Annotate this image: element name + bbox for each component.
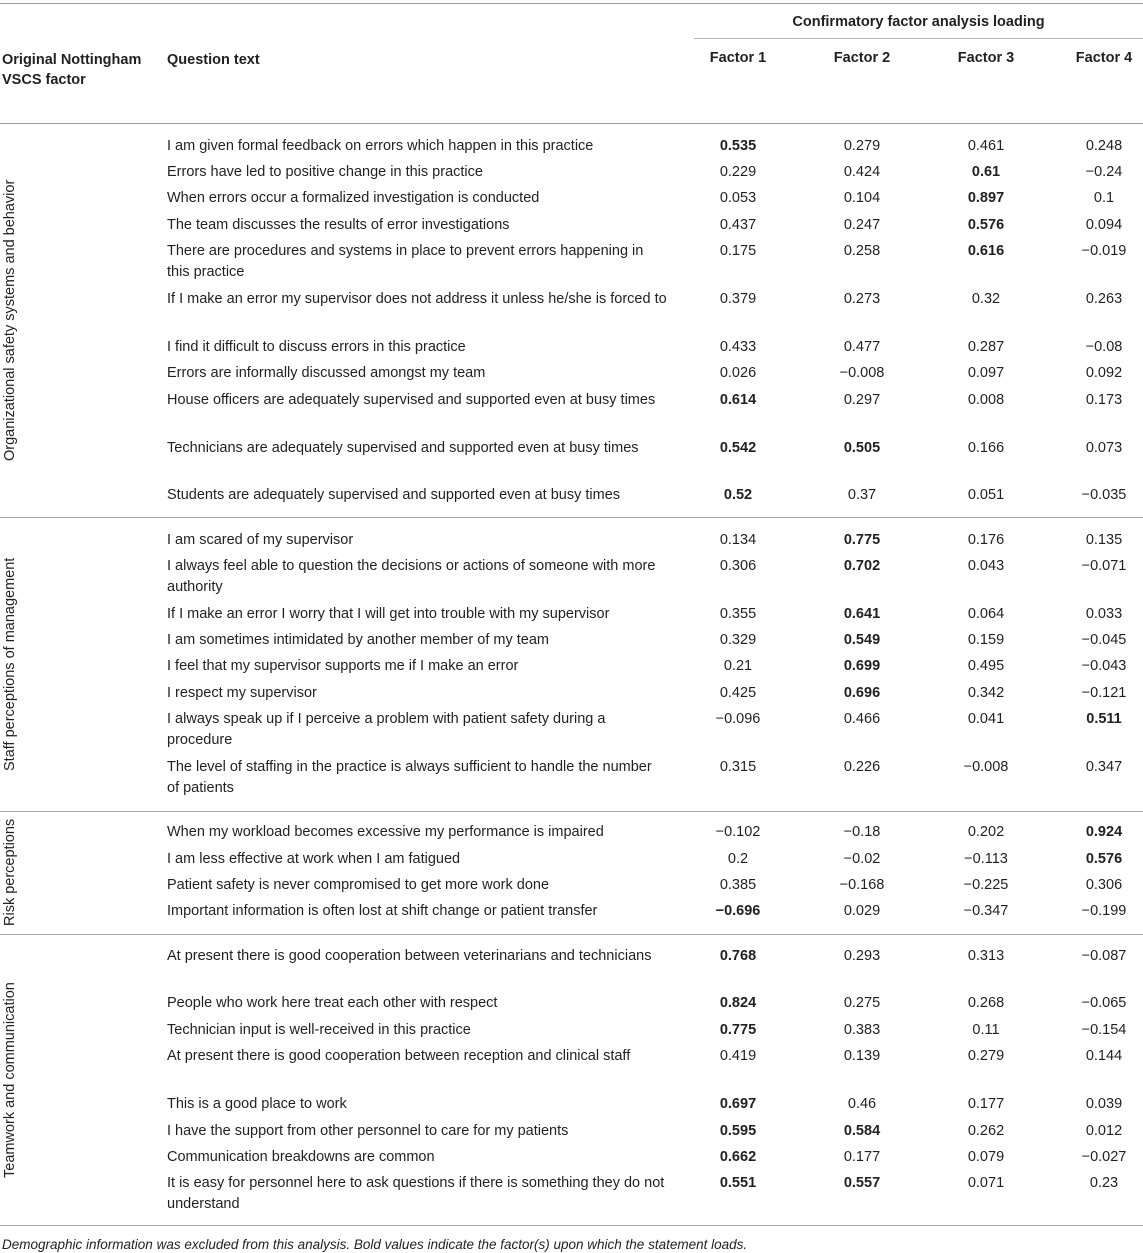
loading-factor-2: 0.226: [843, 759, 881, 775]
loading-factor-1: 0.52: [723, 487, 753, 503]
loading-factor-1: 0.329: [719, 632, 757, 648]
loading-factor-2: 0.505: [843, 440, 881, 456]
loading-factor-3: −0.008: [963, 759, 1009, 775]
loading-factor-4: −0.199: [1081, 903, 1127, 919]
loading-factor-2: 0.177: [843, 1149, 881, 1165]
question-text: I am less effective at work when I am fatigued: [167, 851, 461, 867]
loading-factor-3: 0.097: [967, 365, 1005, 381]
loading-factor-2: 0.247: [843, 217, 881, 233]
loading-factor-1: 0.535: [719, 138, 757, 154]
loading-factor-1: 0.229: [719, 164, 757, 180]
loading-factor-4: −0.08: [1085, 339, 1123, 355]
loading-factor-3: 0.61: [971, 164, 1001, 180]
question-text: I find it difficult to discuss errors in this practice: [167, 339, 466, 355]
loading-factor-3: 0.176: [967, 532, 1005, 548]
loading-factor-3: 0.166: [967, 440, 1005, 456]
top-rule: [0, 3, 1143, 4]
loading-factor-2: 0.275: [843, 995, 881, 1011]
question-text: When my workload becomes excessive my performance is impaired: [167, 824, 604, 840]
question-text-header: Question text: [167, 52, 260, 68]
question-text: Errors have led to positive change in this practice: [167, 164, 483, 180]
loading-factor-4: −0.027: [1081, 1149, 1127, 1165]
loading-factor-2: 0.139: [843, 1048, 881, 1064]
loading-factor-4: −0.065: [1081, 995, 1127, 1011]
loading-factor-3: 0.32: [971, 291, 1001, 307]
loading-factor-1: −0.696: [715, 903, 761, 919]
loading-factor-2: 0.297: [843, 392, 881, 408]
loading-factor-4: −0.121: [1081, 685, 1127, 701]
loading-factor-4: 0.092: [1085, 365, 1123, 381]
loading-factor-4: −0.043: [1081, 658, 1127, 674]
group-rule: [0, 934, 1143, 935]
loading-factor-4: −0.071: [1081, 558, 1127, 574]
loading-factor-1: 0.662: [719, 1149, 757, 1165]
original-factor-header: Original Nottingham VSCS factor: [2, 52, 142, 88]
loading-factor-3: 0.287: [967, 339, 1005, 355]
question-text: Communication breakdowns are common: [167, 1149, 435, 1165]
loading-factor-1: 0.175: [719, 243, 757, 259]
loading-factor-4: 0.1: [1093, 190, 1115, 206]
loading-factor-4: −0.035: [1081, 487, 1127, 503]
question-text: I respect my supervisor: [167, 685, 317, 701]
loading-factor-3: 0.159: [967, 632, 1005, 648]
loading-factor-3: 0.071: [967, 1175, 1005, 1191]
question-text: Technicians are adequately supervised and supported even at busy times: [167, 440, 639, 456]
loading-factor-1: 0.419: [719, 1048, 757, 1064]
loading-factor-4: −0.154: [1081, 1022, 1127, 1038]
loading-factor-3: 0.11: [972, 1022, 1000, 1038]
loading-factor-1: 0.306: [719, 558, 757, 574]
loading-factor-4: 0.576: [1085, 851, 1123, 867]
loading-factor-2: 0.641: [843, 606, 881, 622]
group-label: Risk perceptions: [2, 818, 18, 926]
loading-factor-2: 0.258: [843, 243, 881, 259]
table-footnote: Demographic information was excluded from this analysis. Bold values indicate the factor(s) upon which the statement loads.: [2, 1237, 748, 1252]
question-text: I am given formal feedback on errors which happen in this practice: [167, 138, 594, 154]
question-text: I always feel able to question the decisions or actions of someone with more authority: [167, 558, 656, 595]
loading-factor-3: 0.616: [967, 243, 1005, 259]
loading-factor-3: −0.113: [964, 851, 1008, 867]
loading-factor-3: 0.495: [967, 658, 1005, 674]
question-text: Important information is often lost at shift change or patient transfer: [167, 903, 598, 919]
loading-factor-4: 0.347: [1085, 759, 1123, 775]
loading-factor-1: 0.053: [719, 190, 757, 206]
loading-factor-2: 0.273: [843, 291, 881, 307]
loading-factor-3: −0.347: [963, 903, 1009, 919]
loading-factor-3: 0.041: [967, 711, 1005, 727]
factor-1-header: Factor 1: [709, 50, 767, 66]
loading-factor-3: 0.313: [967, 948, 1005, 964]
question-text: This is a good place to work: [167, 1096, 347, 1112]
loading-factor-2: 0.584: [843, 1123, 881, 1139]
loading-factor-4: 0.012: [1085, 1123, 1123, 1139]
loading-factor-1: 0.551: [719, 1175, 757, 1191]
question-text: I always speak up if I perceive a problem with patient safety during a procedure: [167, 711, 606, 748]
question-text: Students are adequately supervised and supported even at busy times: [167, 487, 621, 503]
loading-factor-1: 0.775: [719, 1022, 757, 1038]
loading-factor-3: 0.461: [967, 138, 1005, 154]
loading-factor-2: 0.293: [843, 948, 881, 964]
question-text: The team discusses the results of error investigations: [167, 217, 510, 233]
loading-factor-1: 0.385: [719, 877, 757, 893]
loading-factor-1: 0.433: [719, 339, 757, 355]
factor-2-header: Factor 2: [833, 50, 891, 66]
question-text: I am scared of my supervisor: [167, 532, 354, 548]
loading-factor-3: 0.177: [967, 1096, 1005, 1112]
question-text: Patient safety is never compromised to get more work done: [167, 877, 550, 893]
loading-factor-4: −0.019: [1081, 243, 1127, 259]
loading-factor-3: 0.342: [967, 685, 1005, 701]
loading-factor-3: 0.268: [967, 995, 1005, 1011]
loading-factor-1: 0.026: [719, 365, 757, 381]
question-text: Errors are informally discussed amongst my team: [167, 365, 486, 381]
loading-factor-4: 0.144: [1085, 1048, 1123, 1064]
loading-factor-4: 0.924: [1085, 824, 1123, 840]
group-rule: [0, 811, 1143, 812]
group-label: Staff perceptions of management: [2, 557, 18, 771]
question-text: There are procedures and systems in place to prevent errors happening in this practice: [167, 243, 644, 280]
loading-factor-3: 0.576: [967, 217, 1005, 233]
group-label: Teamwork and communication: [2, 981, 18, 1178]
loading-factor-2: −0.02: [843, 851, 881, 867]
loading-factor-2: 0.37: [847, 487, 877, 503]
factor-3-header: Factor 3: [957, 50, 1015, 66]
loading-factor-1: 0.315: [719, 759, 757, 775]
loading-factor-4: −0.24: [1085, 164, 1123, 180]
loading-factor-2: 0.029: [843, 903, 881, 919]
loading-factor-2: 0.775: [843, 532, 881, 548]
loading-factor-2: 0.46: [847, 1096, 877, 1112]
loading-factor-2: 0.383: [843, 1022, 881, 1038]
question-text: I am sometimes intimidated by another member of my team: [167, 632, 549, 648]
loading-factor-1: 0.824: [719, 995, 757, 1011]
group-rule: [0, 517, 1143, 518]
question-text: At present there is good cooperation between veterinarians and technicians: [167, 948, 652, 964]
loading-factor-4: 0.135: [1085, 532, 1123, 548]
loading-factor-1: 0.134: [719, 532, 757, 548]
question-text: Technician input is well-received in this practice: [167, 1022, 471, 1038]
loading-factor-1: 0.595: [719, 1123, 757, 1139]
group-rule: [0, 1225, 1143, 1226]
loading-factor-3: 0.079: [967, 1149, 1005, 1165]
loading-factor-3: 0.279: [967, 1048, 1005, 1064]
question-text: When errors occur a formalized investigation is conducted: [167, 190, 540, 206]
question-text: I feel that my supervisor supports me if I make an error: [167, 658, 519, 674]
loading-factor-4: 0.511: [1086, 711, 1122, 727]
loading-factor-1: 0.768: [719, 948, 757, 964]
loading-factor-1: 0.355: [719, 606, 757, 622]
loading-factor-1: 0.542: [719, 440, 757, 456]
loading-factor-2: 0.696: [843, 685, 881, 701]
question-text: If I make an error I worry that I will get into trouble with my supervisor: [167, 606, 610, 622]
loading-factor-3: 0.008: [967, 392, 1005, 408]
loading-factor-4: 0.173: [1085, 392, 1123, 408]
loading-factor-3: 0.064: [967, 606, 1005, 622]
loading-factor-4: 0.094: [1085, 217, 1123, 233]
cfa-group-header: Confirmatory factor analysis loading: [792, 14, 1045, 30]
loading-factor-3: −0.225: [963, 877, 1009, 893]
loading-factor-1: −0.096: [715, 711, 761, 727]
loading-factor-3: 0.043: [967, 558, 1005, 574]
loading-factor-2: −0.008: [839, 365, 885, 381]
loading-factor-4: 0.23: [1089, 1175, 1119, 1191]
loading-factor-4: 0.073: [1085, 440, 1123, 456]
loading-factor-4: 0.306: [1085, 877, 1123, 893]
loading-factor-2: 0.466: [843, 711, 881, 727]
loading-factor-4: 0.248: [1085, 138, 1123, 154]
loading-factor-2: 0.424: [843, 164, 881, 180]
question-text: I have the support from other personnel to care for my patients: [167, 1123, 569, 1139]
loading-factor-3: 0.051: [967, 487, 1005, 503]
loading-factor-1: 0.21: [723, 658, 753, 674]
loading-factor-2: −0.168: [839, 877, 885, 893]
loading-factor-3: 0.897: [967, 190, 1005, 206]
question-text: At present there is good cooperation between reception and clinical staff: [167, 1048, 631, 1064]
loading-factor-1: 0.2: [727, 851, 749, 867]
question-text: The level of staffing in the practice is always sufficient to handle the number of patients: [167, 759, 652, 796]
loading-factor-4: 0.033: [1085, 606, 1123, 622]
loading-factor-2: 0.477: [843, 339, 881, 355]
loading-factor-3: 0.262: [967, 1123, 1005, 1139]
loading-factor-4: −0.045: [1081, 632, 1127, 648]
loading-factor-2: 0.549: [843, 632, 881, 648]
loading-factor-1: 0.425: [719, 685, 757, 701]
loading-factor-2: 0.557: [843, 1175, 881, 1191]
loading-factor-2: 0.699: [843, 658, 881, 674]
loading-factor-1: 0.379: [719, 291, 757, 307]
loading-factor-2: −0.18: [843, 824, 881, 840]
question-text: It is easy for personnel here to ask questions if there is something they do not understand: [167, 1175, 665, 1212]
loading-factor-2: 0.104: [843, 190, 881, 206]
loading-factor-1: −0.102: [715, 824, 761, 840]
loading-factor-2: 0.279: [843, 138, 881, 154]
loading-factor-1: 0.697: [719, 1096, 757, 1112]
loading-factor-4: 0.039: [1085, 1096, 1123, 1112]
loading-factor-4: −0.087: [1081, 948, 1127, 964]
loading-factor-3: 0.202: [967, 824, 1005, 840]
group-label: Organizational safety systems and behavior: [2, 179, 18, 461]
question-text: House officers are adequately supervised and supported even at busy times: [167, 392, 656, 408]
group-header-underline: [694, 38, 1143, 39]
loading-factor-1: 0.614: [719, 392, 757, 408]
loading-factor-4: 0.263: [1085, 291, 1123, 307]
loading-factor-2: 0.702: [843, 558, 881, 574]
loading-factor-1: 0.437: [719, 217, 757, 233]
question-text: People who work here treat each other with respect: [167, 995, 498, 1011]
factor-4-header: Factor 4: [1075, 50, 1133, 66]
question-text: If I make an error my supervisor does not address it unless he/she is forced to: [167, 291, 667, 307]
header-rule: [0, 123, 1143, 124]
